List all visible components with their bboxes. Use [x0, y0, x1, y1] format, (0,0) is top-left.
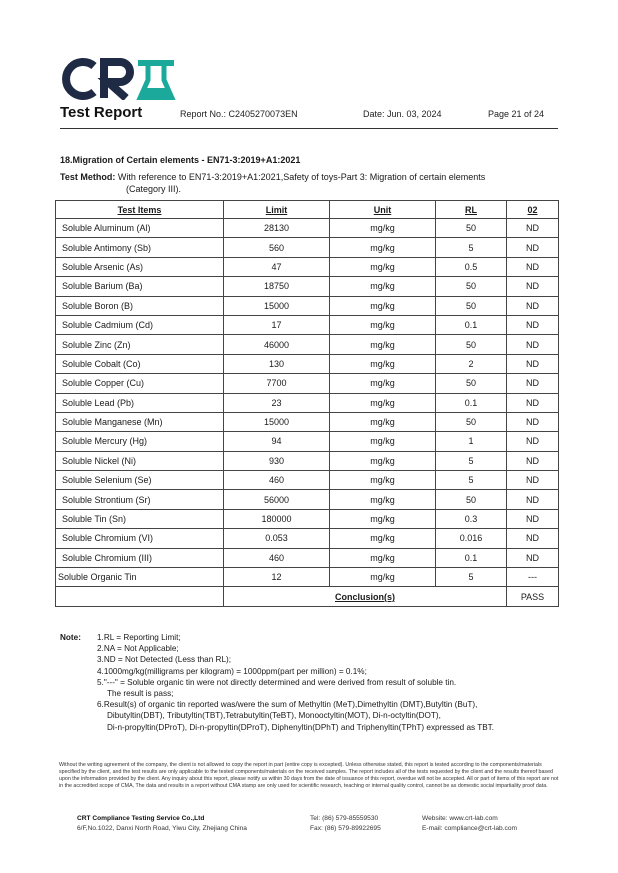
- cell-result: ND: [507, 432, 559, 451]
- notes-label: Note:: [60, 633, 81, 642]
- cell-result: ND: [507, 238, 559, 257]
- cell-unit: mg/kg: [330, 219, 436, 238]
- footer-address: 6/F,No.1022, Danxi North Road, Yiwu City, Zhejiang China: [77, 825, 247, 832]
- cell-result: ND: [507, 374, 559, 393]
- cell-test-item: Soluble Zinc (Zn): [56, 335, 224, 354]
- table-row: [56, 412, 559, 431]
- cell-unit: mg/kg: [330, 412, 436, 431]
- table-row: [56, 238, 559, 257]
- legal-disclaimer: Without the writing agreement of the company, the client is not allowed to copy the report in part (entire copy is excepted). Unless otherwise stated, this report is tested according to the components/materials specified by the client, and the test results are only applicable to the tested components/materials on the received samples. The report includes all of the tests requested by the client and the results thereof based upon the information provided by the client. Any inquiry about this report, please notify us within 30 days from the date of issuance of this report, overdue will not be accepted. All or part of items of this report are not in the accredited scope of CMA, The data and results in a report without CMA stamp are only used for scientific research, teaching or internal quality control, cannot be as domestic social impartiality proof data.: [59, 762, 559, 789]
- report-date: Date: Jun. 03, 2024: [363, 109, 442, 119]
- table-row: [56, 548, 559, 567]
- cell-limit: 460: [224, 548, 330, 567]
- cell-result: ND: [507, 277, 559, 296]
- cell-unit: mg/kg: [330, 354, 436, 373]
- results-table: [55, 200, 559, 607]
- table-row: [56, 374, 559, 393]
- cell-rl: 1: [436, 432, 507, 451]
- cell-limit: 56000: [224, 490, 330, 509]
- cell-result: ND: [507, 490, 559, 509]
- cell-rl: 50: [436, 219, 507, 238]
- cell-test-item: Soluble Lead (Pb): [56, 393, 224, 412]
- footer-company-block: [77, 814, 247, 834]
- cell-limit: 460: [224, 471, 330, 490]
- cell-rl: 50: [436, 277, 507, 296]
- note-item: 1.RL = Reporting Limit;: [97, 633, 181, 642]
- cell-unit: mg/kg: [330, 509, 436, 528]
- cell-rl: 50: [436, 490, 507, 509]
- cell-result: ND: [507, 354, 559, 373]
- cell-result: ND: [507, 335, 559, 354]
- cell-test-item: Soluble Chromium (VI): [56, 529, 224, 548]
- cell-limit: 180000: [224, 509, 330, 528]
- cell-rl: 50: [436, 374, 507, 393]
- cell-limit: 15000: [224, 412, 330, 431]
- cell-limit: 28130: [224, 219, 330, 238]
- cell-test-item: Soluble Tin (Sn): [56, 509, 224, 528]
- section-title: 18.Migration of Certain elements - EN71-3:2019+A1:2021: [60, 155, 301, 165]
- cell-rl: 50: [436, 335, 507, 354]
- cell-limit: 130: [224, 354, 330, 373]
- cell-limit: 930: [224, 451, 330, 470]
- cell-limit: 560: [224, 238, 330, 257]
- cell-result: ND: [507, 393, 559, 412]
- table-row: [56, 219, 559, 238]
- cell-rl: 5: [436, 568, 507, 587]
- note-item: 6.Result(s) of organic tin reported was/were the sum of Methyltin (MeT),Dimethyltin (DMT),Butyltin (BuT),: [97, 700, 478, 710]
- cell-rl: 5: [436, 238, 507, 257]
- header-divider: [60, 128, 558, 129]
- cell-unit: mg/kg: [330, 393, 436, 412]
- table-row: [56, 432, 559, 451]
- table-row: [56, 296, 559, 315]
- table-row: [56, 529, 559, 548]
- cell-rl: 5: [436, 451, 507, 470]
- note-item: 2.NA = Not Applicable;: [97, 644, 179, 654]
- cell-limit: 18750: [224, 277, 330, 296]
- crt-logo: [60, 58, 178, 100]
- cell-rl: 0.3: [436, 509, 507, 528]
- test-method-label: Test Method:: [60, 172, 116, 182]
- cell-unit: mg/kg: [330, 471, 436, 490]
- cell-rl: 50: [436, 296, 507, 315]
- cell-test-item: Soluble Boron (B): [56, 296, 224, 315]
- table-row: [56, 335, 559, 354]
- cell-result: ---: [507, 568, 559, 587]
- table-row: [56, 451, 559, 470]
- cell-result: ND: [507, 257, 559, 276]
- cell-limit: 17: [224, 315, 330, 334]
- note-item: Di-n-propyltin(DProT), Di-n-propyltin(DProT), Diphenyltin(DPhT) and Triphenyltin(TPhT) expressed as TBT.: [107, 722, 495, 732]
- cell-test-item: Soluble Chromium (III): [56, 548, 224, 567]
- cell-limit: 7700: [224, 374, 330, 393]
- note-item: 5."---" = Soluble organic tin were not directly determined and were derived from result of soluble tin.: [97, 677, 457, 687]
- cell-test-item: Soluble Mercury (Hg): [56, 432, 224, 451]
- cell-test-item: Soluble Aluminum (Al): [56, 219, 224, 238]
- note-item: Dibutyltin(DBT), Tributyltin(TBT),Tetrabutyltin(TeBT), Monooctyltin(MOT), Di-n-octyltin(DOT),: [107, 711, 441, 721]
- cell-result: ND: [507, 509, 559, 528]
- cell-unit: mg/kg: [330, 568, 436, 587]
- cell-limit: 15000: [224, 296, 330, 315]
- cell-unit: mg/kg: [330, 238, 436, 257]
- cell-result: ND: [507, 412, 559, 431]
- cell-test-item: Soluble Selenium (Se): [56, 471, 224, 490]
- cell-result: ND: [507, 296, 559, 315]
- header-test-items: Test Items: [56, 201, 224, 219]
- footer-email: E-mail: compliance@crt-lab.com: [422, 825, 518, 832]
- cell-test-item: Soluble Cadmium (Cd): [56, 315, 224, 334]
- cell-rl: 0.1: [436, 315, 507, 334]
- table-row: [56, 315, 559, 334]
- cell-rl: 50: [436, 412, 507, 431]
- footer-fax: Fax: (86) 579-89922695: [310, 825, 381, 832]
- cell-unit: mg/kg: [330, 548, 436, 567]
- table-row: [56, 393, 559, 412]
- test-method-text: With reference to EN71-3:2019+A1:2021,Safety of toys-Part 3: Migration of certain elements: [117, 172, 486, 182]
- cell-limit: 46000: [224, 335, 330, 354]
- cell-result: ND: [507, 451, 559, 470]
- table-row: [56, 471, 559, 490]
- table-row: [56, 509, 559, 528]
- cell-unit: mg/kg: [330, 432, 436, 451]
- cell-test-item: Soluble Strontium (Sr): [56, 490, 224, 509]
- table-row: [56, 277, 559, 296]
- table-row: [56, 354, 559, 373]
- cell-unit: mg/kg: [330, 257, 436, 276]
- cell-rl: 2: [436, 354, 507, 373]
- footer-company: CRT Compliance Testing Service Co.,Ltd: [77, 815, 205, 822]
- cell-rl: 5: [436, 471, 507, 490]
- conclusion-value: PASS: [507, 587, 559, 606]
- cell-test-item: Soluble Cobalt (Co): [56, 354, 224, 373]
- note-item: 3.ND = Not Detected (Less than RL);: [97, 655, 232, 665]
- cell-rl: 0.1: [436, 548, 507, 567]
- cell-limit: 94: [224, 432, 330, 451]
- conclusion-label: Conclusion(s): [224, 587, 507, 606]
- footer-phone-block: [310, 814, 381, 834]
- cell-limit: 12: [224, 568, 330, 587]
- cell-test-item: Soluble Manganese (Mn): [56, 412, 224, 431]
- cell-result: ND: [507, 548, 559, 567]
- cell-test-item: Soluble Arsenic (As): [56, 257, 224, 276]
- cell-unit: mg/kg: [330, 277, 436, 296]
- table-row: [56, 257, 559, 276]
- footer-web-block: [422, 814, 517, 834]
- cell-test-item: Soluble Barium (Ba): [56, 277, 224, 296]
- cell-test-item: Soluble Nickel (Ni): [56, 451, 224, 470]
- cell-test-item: Soluble Copper (Cu): [56, 374, 224, 393]
- table-row: [56, 568, 559, 587]
- conclusion-blank: [56, 587, 224, 606]
- header-limit: Limit: [224, 201, 330, 219]
- header-unit: Unit: [330, 201, 436, 219]
- cell-limit: 0.053: [224, 529, 330, 548]
- table-header-row: [56, 201, 559, 219]
- cell-test-item: Soluble Organic Tin: [56, 568, 224, 587]
- cell-result: ND: [507, 219, 559, 238]
- cell-unit: mg/kg: [330, 335, 436, 354]
- cell-rl: 0.016: [436, 529, 507, 548]
- cell-unit: mg/kg: [330, 451, 436, 470]
- header-rl: RL: [436, 201, 507, 219]
- conclusion-row: [56, 587, 559, 606]
- cell-result: ND: [507, 471, 559, 490]
- footer-tel: Tel: (86) 579-85559530: [310, 815, 379, 822]
- cell-limit: 23: [224, 393, 330, 412]
- page-number: Page 21 of 24: [488, 109, 545, 119]
- footer-website: Website: www.crt-lab.com: [422, 815, 498, 822]
- test-method-continuation: (Category III).: [126, 184, 182, 194]
- cell-unit: mg/kg: [330, 296, 436, 315]
- header-sample-02: 02: [507, 201, 559, 219]
- cell-rl: 0.5: [436, 257, 507, 276]
- note-item: 4.1000mg/kg(milligrams per kilogram) = 1000ppm(part per million) = 0.1%;: [97, 666, 367, 676]
- cell-rl: 0.1: [436, 393, 507, 412]
- report-title: Test Report: [60, 104, 143, 121]
- cell-unit: mg/kg: [330, 374, 436, 393]
- report-number: Report No.: C2405270073EN: [180, 109, 298, 119]
- cell-unit: mg/kg: [330, 529, 436, 548]
- cell-unit: mg/kg: [330, 315, 436, 334]
- cell-limit: 47: [224, 257, 330, 276]
- cell-result: ND: [507, 529, 559, 548]
- note-item: The result is pass;: [107, 689, 174, 699]
- test-method: [60, 171, 560, 195]
- cell-test-item: Soluble Antimony (Sb): [56, 238, 224, 257]
- table-row: [56, 490, 559, 509]
- cell-unit: mg/kg: [330, 490, 436, 509]
- cell-result: ND: [507, 315, 559, 334]
